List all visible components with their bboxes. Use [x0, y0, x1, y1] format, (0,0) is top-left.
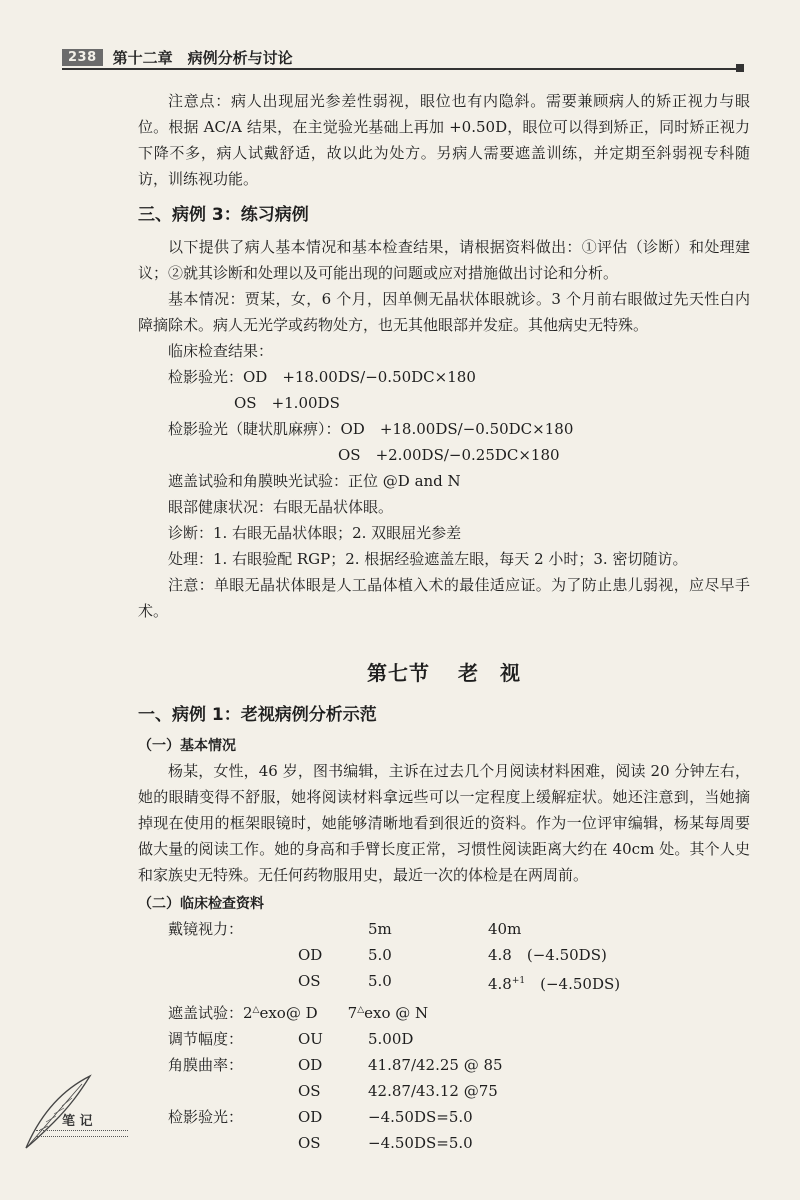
- va-os-label: OS: [298, 972, 321, 990]
- k-od-value: 41.87/42.25 @ 85: [368, 1056, 503, 1074]
- case1-sub1: （一）基本情况: [138, 738, 236, 754]
- case3-heading: 三、病例 3：练习病例: [138, 205, 309, 225]
- case1-sub2: （二）临床检查资料: [138, 896, 264, 912]
- case3-note: 注意：单眼无晶状体眼是人工晶体植入术的最佳适应证。为了防止患儿弱视，应尽早手术。: [138, 576, 750, 620]
- va-od-far: 5.0: [368, 946, 392, 964]
- paragraph-notes-point: 注意点：病人出现屈光参差性弱视，眼位也有内隐斜。需要兼顾病人的矫正视力与眼位。根据 AC/A 结果，在主觉验光基础上再加 +0.50D，眼位可以得到矫正，同时矫正视力下降不多，病人试戴舒适，故以此为处方。另病人需要遮盖训练，并定期至斜弱视专科随访，训练视功能。: [138, 92, 750, 188]
- va-header-far: 5m: [368, 920, 392, 938]
- notes-dotted-line-1: [36, 1130, 128, 1131]
- section-number: 第七节: [367, 661, 430, 685]
- prism-symbol: △: [252, 1005, 260, 1015]
- va-os-near: [488, 968, 688, 997]
- case1-basic: 杨某，女性，46 岁，图书编辑，主诉在过去几个月阅读材料困难，阅读 20 分钟左右，她的眼睛变得不舒服，她将阅读材料拿远些可以一定程度上缓解症状。她还注意到，当她摘掉现在使用的框架眼镜时，她能够清晰地看到很近的资料。作为一位评审编辑，杨某每周要做大量的阅读工作。她的身高和手臂长度正常，习惯性阅读距离大约在 40cm 处。其个人史和家族史无特殊。无任何药物服用史，最近一次的体检是在两周前。: [138, 762, 750, 884]
- k-od-label: OD: [298, 1056, 323, 1074]
- k-label: 角膜曲率：: [168, 1056, 244, 1074]
- notes-dotted-line-2: [36, 1136, 128, 1137]
- va-os-near-value: 4.8: [488, 975, 512, 993]
- section-title: [138, 658, 750, 688]
- case3-ret2: 检影验光（睫状肌麻痹）：OD +18.00DS/−0.50DC×180: [168, 420, 574, 438]
- ret-od-label: OD: [298, 1108, 323, 1126]
- case3-health: 眼部健康状况：右眼无晶状体眼。: [168, 498, 394, 516]
- prism-symbol-2: △: [357, 1005, 365, 1015]
- ret-os-value: −4.50DS=5.0: [368, 1134, 473, 1152]
- header-square: [736, 64, 744, 72]
- va-label: 戴镜视力：: [168, 920, 244, 938]
- case3-cover: 遮盖试验和角膜映光试验：正位 @D and N: [168, 472, 461, 490]
- cover-test-row: [138, 997, 750, 1026]
- case3-intro: 以下提供了病人基本情况和基本检查结果，请根据资料做出：①评估（诊断）和处理建议；②就其诊断和处理以及可能出现的问题或应对措施做出讨论和分析。: [138, 238, 750, 282]
- cover-distance: exo@ D: [259, 1004, 318, 1022]
- page-content: [138, 88, 750, 1156]
- va-header-near: 40m: [488, 920, 522, 938]
- exam-table: [138, 916, 750, 997]
- cover-near-value: 7: [347, 1004, 358, 1022]
- header-rule: [62, 68, 738, 70]
- running-header: [62, 46, 293, 68]
- cover-near: exo @ N: [364, 1004, 429, 1022]
- va-os-near-rx: (−4.50DS): [525, 975, 621, 993]
- amp-label: 调节幅度：: [168, 1030, 244, 1048]
- amp-value: 5.00D: [368, 1030, 414, 1048]
- ret-os-label: OS: [298, 1134, 321, 1152]
- page-number: 238: [62, 49, 103, 66]
- amp-eye: OU: [298, 1030, 323, 1048]
- case3-ret1-os: OS +1.00DS: [234, 394, 340, 412]
- case3-ret1: 检影验光：OD +18.00DS/−0.50DC×180: [168, 368, 476, 386]
- cover-label: 遮盖试验：2: [168, 1004, 253, 1022]
- ret-label: 检影验光：: [168, 1108, 244, 1126]
- chapter-title: 第十二章 病例分析与讨论: [112, 48, 293, 67]
- exam-table-2: [138, 1026, 750, 1156]
- section-name: 老 视: [458, 661, 521, 685]
- case1-heading: 一、病例 1：老视病例分析示范: [138, 705, 377, 725]
- case3-ret2-os: OS +2.00DS/−0.25DC×180: [338, 446, 560, 464]
- case3-treatment: 处理：1. 右眼验配 RGP；2. 根据经验遮盖左眼，每天 2 小时；3. 密切随访。: [168, 550, 688, 568]
- case3-exam-title: 临床检查结果：: [168, 342, 274, 360]
- notes-label: 笔 记: [62, 1114, 93, 1129]
- case3-basic: 基本情况：贾某，女，6 个月，因单侧无晶状体眼就诊。3 个月前右眼做过先天性白内障摘除术。病人无光学或药物处方，也无其他眼部并发症。其他病史无特殊。: [138, 290, 750, 334]
- k-os-value: 42.87/43.12 @75: [368, 1082, 498, 1100]
- ret-od-value: −4.50DS=5.0: [368, 1108, 473, 1126]
- va-os-far: 5.0: [368, 972, 392, 990]
- case3-diagnosis: 诊断：1. 右眼无晶状体眼；2. 双眼屈光参差: [168, 524, 462, 542]
- k-os-label: OS: [298, 1082, 321, 1100]
- va-od-near: 4.8 (−4.50DS): [488, 946, 607, 964]
- va-os-near-sup: +1: [511, 976, 526, 986]
- va-od-label: OD: [298, 946, 323, 964]
